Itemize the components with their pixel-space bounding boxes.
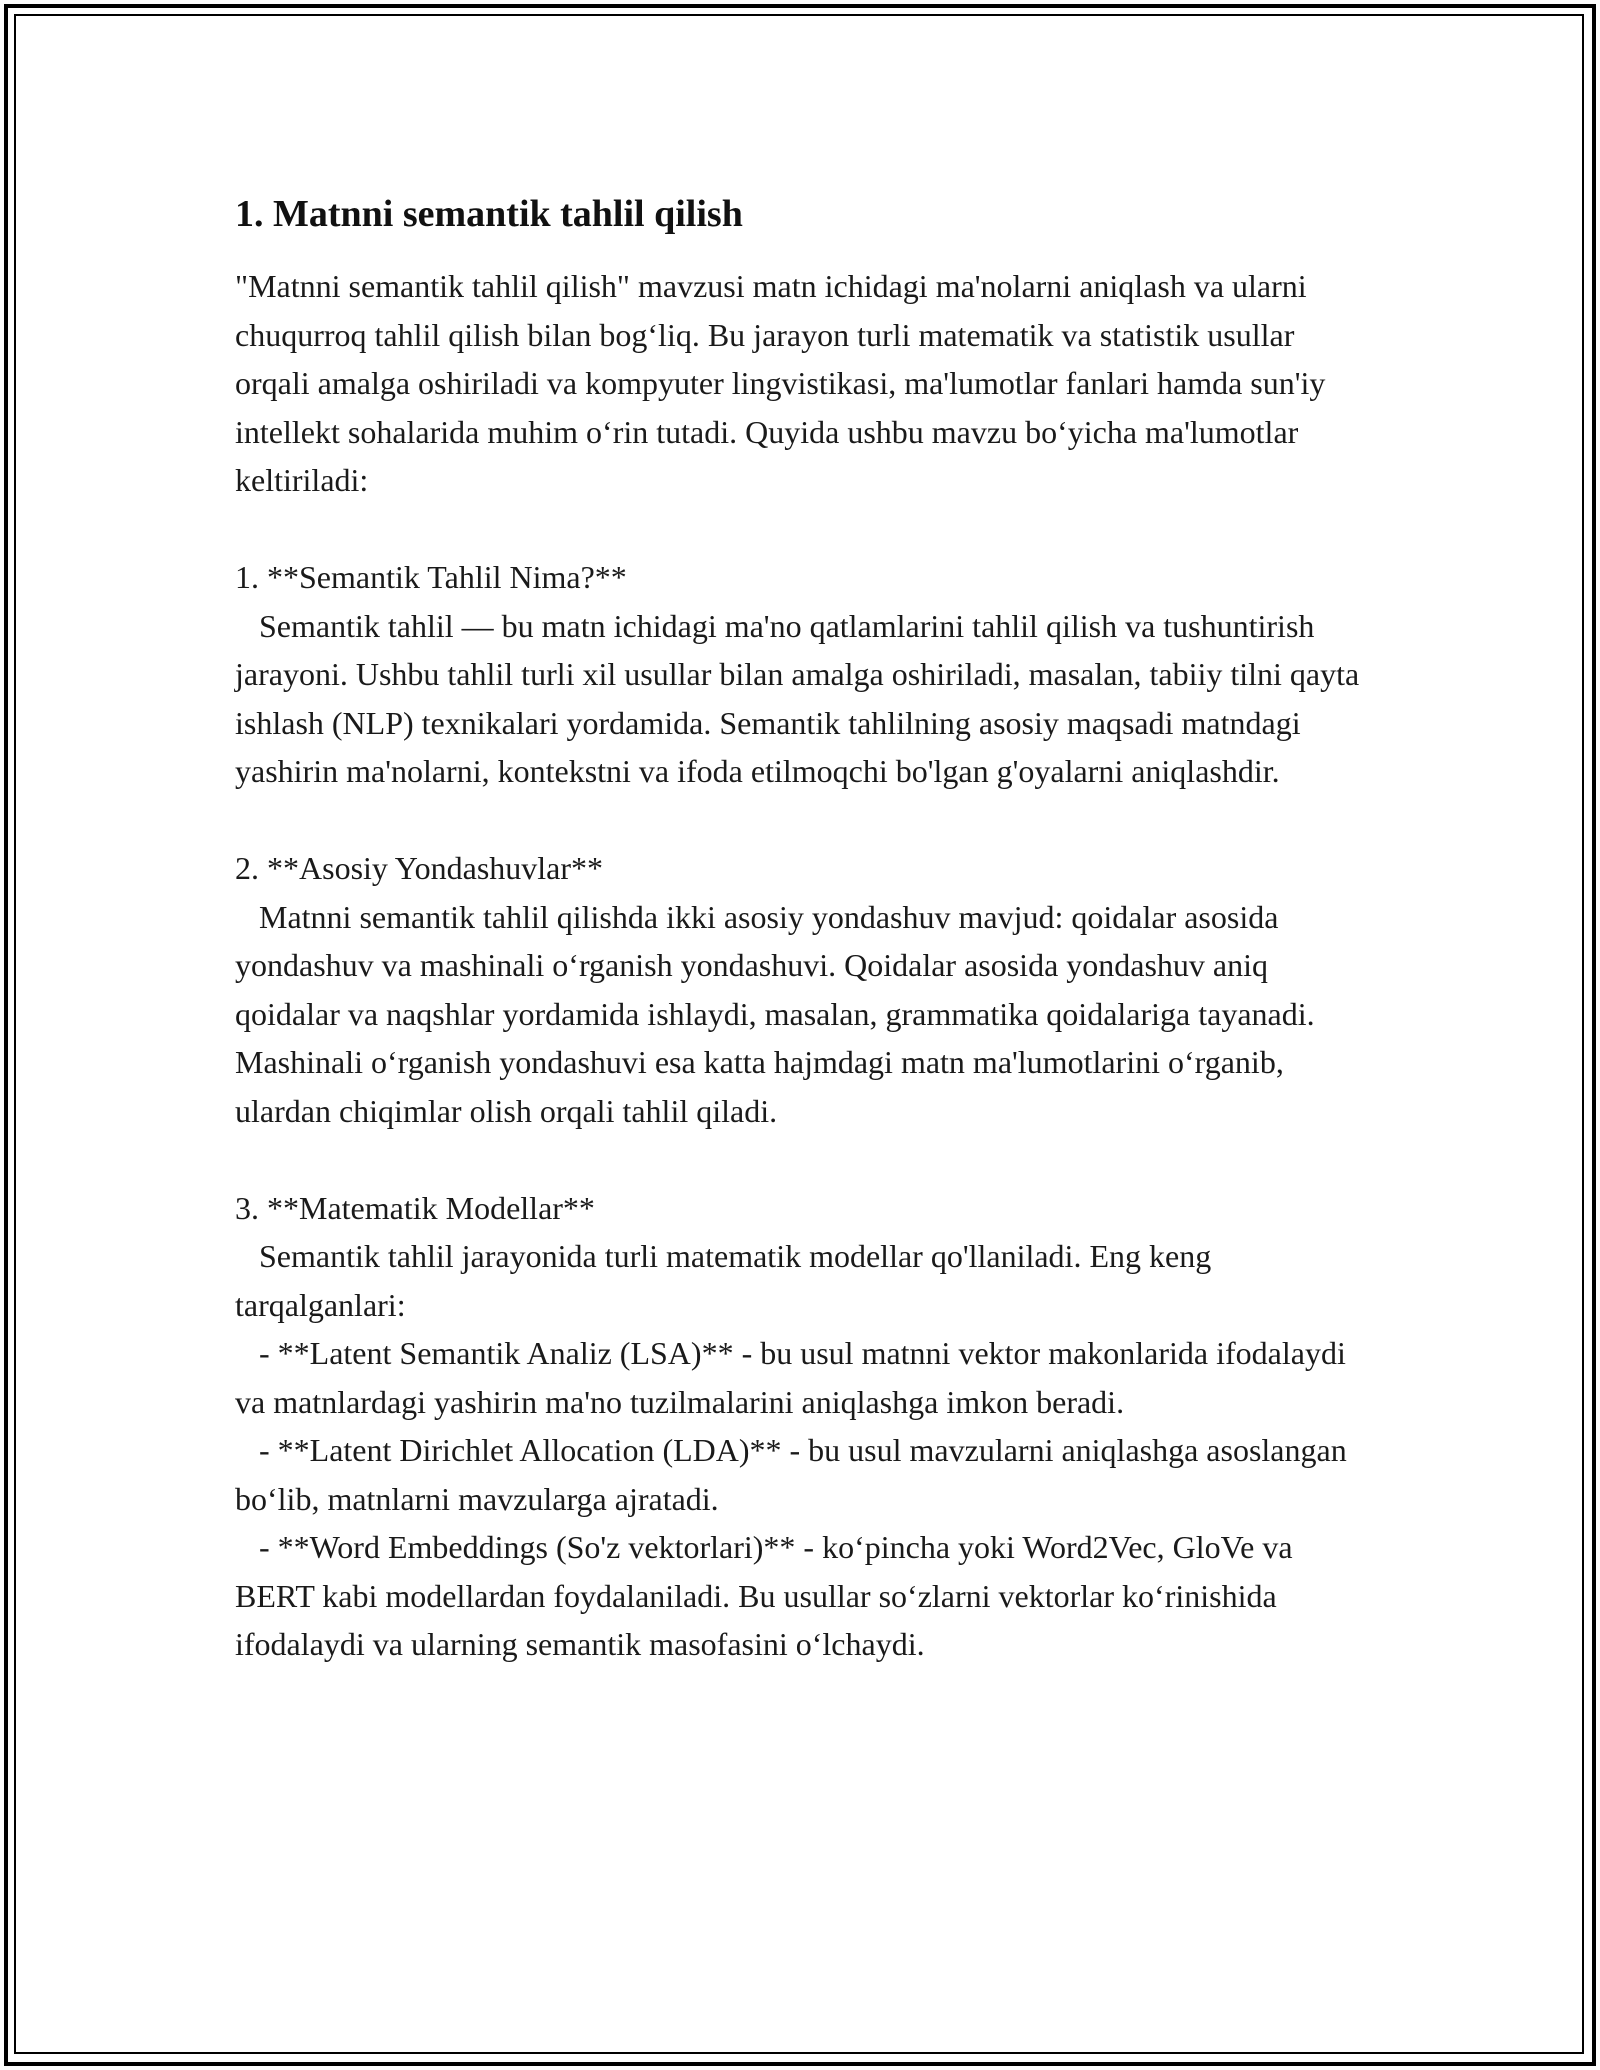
document-title: 1. Matnni semantik tahlil qilish [235,193,743,235]
section-3-item-lsa: - **Latent Semantik Analiz (LSA)** - bu usul matnni vektor makonlarida ifodalaydi va matnlardagi yashirin ma'no tuzilmalarini aniqlashga imkon beradi. [235,1335,1354,1420]
paragraph-gap [235,796,1375,845]
section-2-body: Matnni semantik tahlil qilishda ikki asosiy yondashuv mavjud: qoidalar asosida yondashuv va mashinali o‘rganish yondashuvi. Qoidalar asosida yondashuv aniq qoidalar va naqshlar yordamida ishlaydi, masalan, grammatika qoidalariga tayanadi. Mashinali o‘rganish yondashuvi esa katta hajmdagi matn ma'lumotlarini o‘rganib, ulardan chiqimlar olish orqali tahlil qiladi. [235,898,1323,1129]
section-3-item-embeddings: - **Word Embeddings (So'z vektorlari)** - ko‘pincha yoki Word2Vec, GloVe va BERT kabi modellardan foydalaniladi. Bu usullar so‘zlarni vektorlar ko‘rinishida ifodalaydi va ularning semantik masofasini o‘lchaydi. [235,1529,1301,1662]
section-1-heading: 1. **Semantik Tahlil Nima?** [235,559,627,595]
section-3-body: Semantik tahlil jarayonida turli matematik modellar qo'llaniladi. Eng keng tarqalganlari: [235,1238,1220,1323]
paragraph-gap [235,505,1375,554]
section-1-body: Semantik tahlil — bu matn ichidagi ma'no qatlamlarini tahlil qilish va tushuntirish jarayoni. Ushbu tahlil turli xil usullar bilan amalga oshiriladi, masalan, tabiiy tilni qayta ishlash (NLP) texnikalari yordamida. Semantik tahlilning asosiy maqsadi matndagi yashirin ma'nolarni, kontekstni va ifoda etilmoqchi bo'lgan g'oyalarni aniqlashdir. [235,607,1368,789]
paragraph-gap [235,1135,1375,1184]
section-3-item-lda: - **Latent Dirichlet Allocation (LDA)** - bu usul mavzularni aniqlashga asoslangan bo‘lib, matnlarni mavzularga ajratadi. [235,1432,1355,1517]
intro-paragraph: "Matnni semantik tahlil qilish" mavzusi matn ichidagi ma'nolarni aniqlash va ularni chuqurroq tahlil qilish bilan bog‘liq. Bu jarayon turli matematik va statistik usullar orqali amalga oshiriladi va kompyuter lingvistikasi, ma'lumotlar fanlari hamda sun'iy intellekt sohalarida muhim o‘rin tutadi. Quyida ushbu mavzu bo‘yicha ma'lumotlar keltiriladi: [235,268,1326,498]
document-body [235,190,1375,1669]
section-2-heading: 2. **Asosiy Yondashuvlar** [235,850,604,886]
section-3-heading: 3. **Matematik Modellar** [235,1189,595,1226]
